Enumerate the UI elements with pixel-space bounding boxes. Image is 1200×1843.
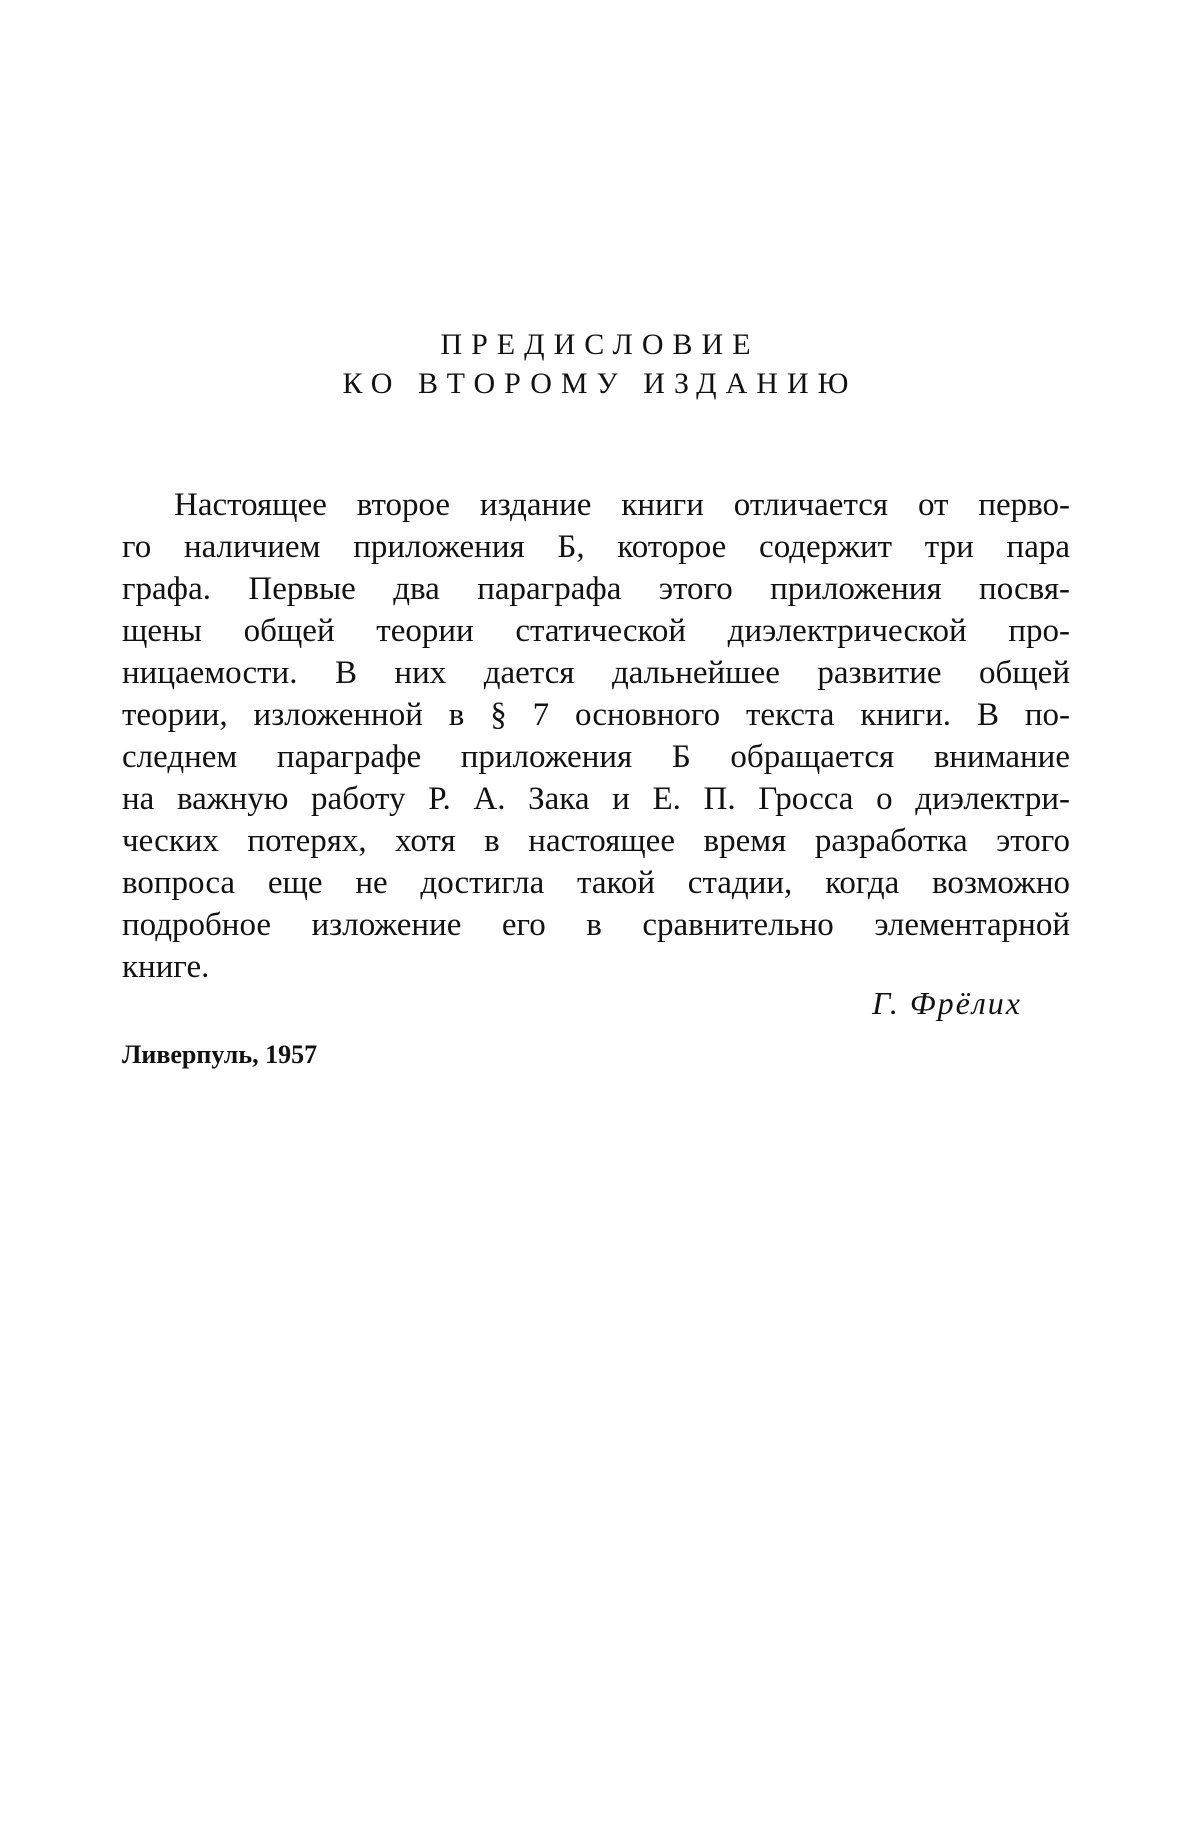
- paragraph-line: вопроса еще не достигла такой стадии, когда возможно: [122, 865, 1070, 901]
- paragraph-line: Настоящее второе издание книги отличается от перво-: [174, 487, 1070, 523]
- paragraph-line: теории, изложенной в § 7 основного текста книги. В по-: [122, 697, 1070, 733]
- paragraph-line: го наличием приложения Б, которое содержит три пара: [122, 529, 1070, 565]
- preface-paragraph: [122, 484, 1070, 988]
- place-date: Ливерпуль, 1957: [122, 1040, 318, 1069]
- author-signature: Г. Фрёлих: [872, 985, 1022, 1021]
- paragraph-line: щены общей теории статической диэлектрической про-: [122, 613, 1070, 649]
- paragraph-line: подробное изложение его в сравнительно элементарной: [122, 907, 1070, 943]
- paragraph-line: ницаемости. В них дается дальнейшее развитие общей: [122, 655, 1070, 691]
- paragraph-line: книге.: [122, 949, 210, 985]
- paragraph-line: следнем параграфе приложения Б обращается внимание: [122, 739, 1070, 775]
- page-subtitle: КО ВТОРОМУ ИЗДАНИЮ: [342, 367, 858, 400]
- paragraph-line: графа. Первые два параграфа этого приложения посвя-: [122, 571, 1070, 607]
- page-title: ПРЕДИСЛОВИЕ: [440, 328, 760, 361]
- paragraph-line: ческих потерях, хотя в настоящее время разработка этого: [122, 823, 1070, 859]
- paragraph-line: на важную работу Р. А. Зака и Е. П. Гросса о диэлектри-: [122, 781, 1070, 817]
